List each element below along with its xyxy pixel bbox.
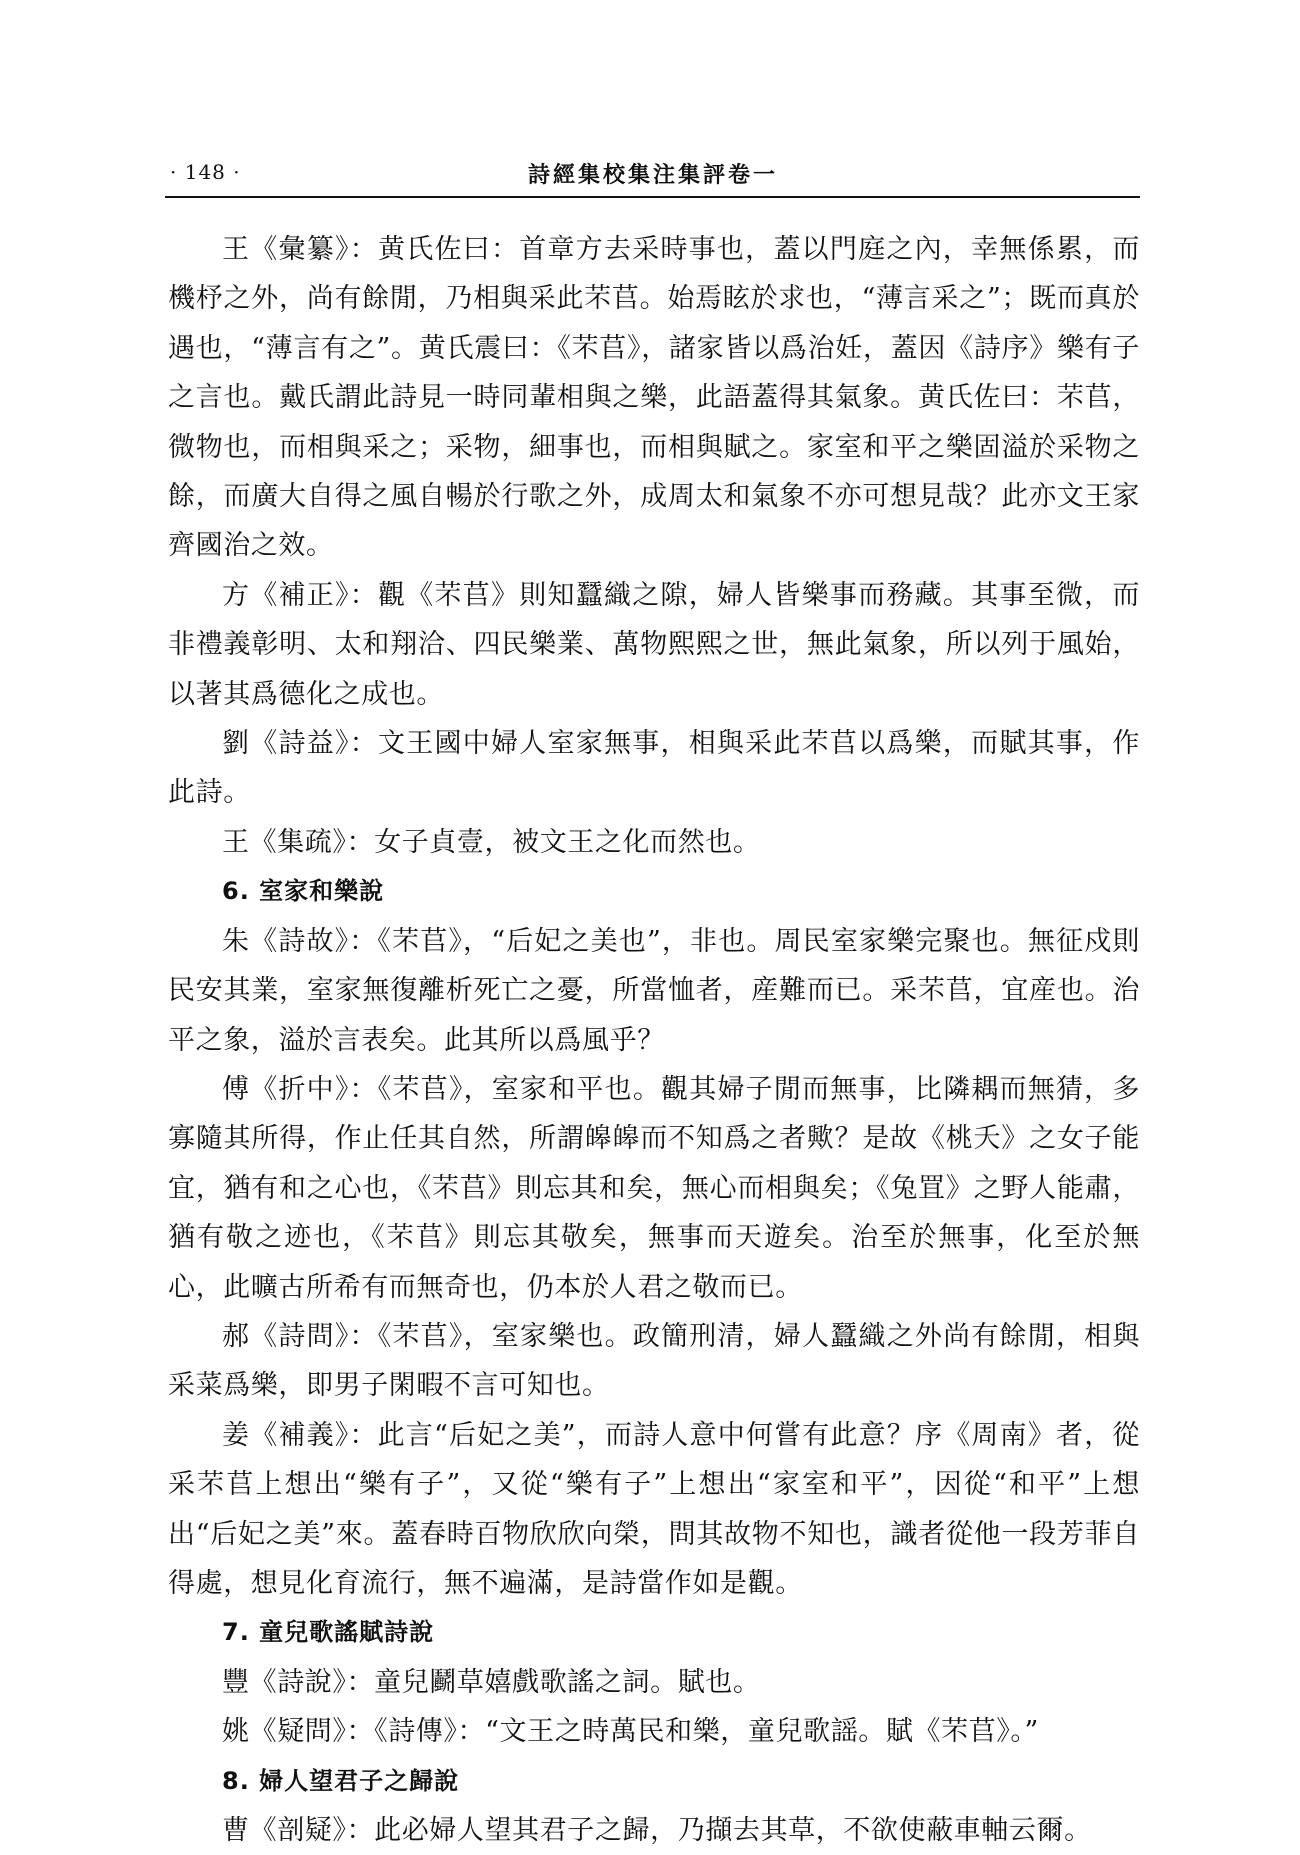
commentary-paragraph: 傅《折中》：《芣苢》，室家和平也。觀其婦子閒而無事，比隣耦而無猜，多寡隨其所得，作止任其自然，所謂皞皞而不知爲之者歟？是故《桃夭》之女子能宜，猶有和之心也，《芣苢》則忘其和矣，無心而相與矣；《兔罝》之野人能肅，猶有敬之迹也，《芣苢》則忘其敬矣，無事而天遊矣。治至於無事，化至於無心，此曠古所希有而無奇也，仍本於人君之敬而已。 [168,1073,1140,1303]
section-heading: 8. 婦人望君子之歸說 [222,1766,460,1795]
commentary-paragraph: 姜《補義》：此言“后妃之美”，而詩人意中何嘗有此意？序《周南》者，從采芣苢上想出“樂有子”，又從“樂有子”上想出“家室和平”，因從“和平”上想出“后妃之美”來。蓋春時百物欣欣向榮，問其故物不知也，識者從他一段芳菲自得處，想見化育流行，無不遍滿，是詩當作如是觀。 [168,1419,1140,1599]
section-heading: 6. 室家和樂說 [222,877,385,906]
section-heading: 7. 童兒歌謠賦詩說 [222,1618,435,1647]
commentary-paragraph: 郝《詩問》：《芣苢》，室家樂也。政簡刑清，婦人蠶織之外尚有餘閒，相與采菜爲樂，即男子閑暇不言可知也。 [168,1320,1140,1402]
commentary-paragraph: 方《補正》：觀《芣苢》則知蠶織之隙，婦人皆樂事而務藏。其事至微，而非禮義彰明、太和翔洽、四民樂業、萬物熙熙之世，無此氣象，所以列于風始，以著其爲德化之成也。 [168,579,1140,710]
commentary-paragraph: 曹《剖疑》：此必婦人望其君子之歸，乃擷去其草，不欲使蔽車軸云爾。 [222,1815,1092,1846]
commentary-paragraph: 王《彙纂》：黄氏佐曰：首章方去采時事也，蓋以門庭之內，幸無係累，而機杼之外，尚有餘閒，乃相與采此芣苢。始焉眩於求也，“薄言采之”；既而真於遇也，“薄言有之”。黄氏震曰：《芣苢》，諸家皆以爲治妊，蓋因《詩序》樂有子之言也。戴氏謂此詩見一時同輩相與之樂，此語蓋得其氣象。黄氏佐曰：芣苢，微物也，而相與采之；采物，細事也，而相與賦之。家室和平之樂固溢於采物之餘，而廣大自得之風自暢於行歌之外，成周太和氣象不亦可想見哉？此亦文王家齊國治之效。 [168,234,1140,562]
running-title: 詩經集校集注集評卷一 [527,162,778,188]
page-header [170,158,1136,192]
commentary-paragraph: 朱《詩故》：《芣苢》，“后妃之美也”，非也。周民室家樂完聚也。無征戍則民安其業，室家無復離析死亡之憂，所當恤者，産難而已。采芣苢，宜産也。治平之象，溢於言表矣。此其所以爲風乎？ [168,925,1140,1056]
commentary-paragraph: 姚《疑問》：《詩傳》：“文王之時萬民和樂，童兒歌謡。賦《芣苢》。” [222,1716,1039,1748]
page-number: · 148 · [170,160,241,184]
page-body [168,225,1140,1855]
commentary-paragraph: 劉《詩益》：文王國中婦人室家無事，相與采此芣苢以爲樂，而賦其事，作此詩。 [168,728,1140,809]
header-rule [165,196,1140,198]
commentary-paragraph: 王《集疏》：女子貞壹，被文王之化而然也。 [222,826,761,858]
commentary-paragraph: 豐《詩說》：童兒鬬草嬉戲歌謠之詞。賦也。 [222,1666,761,1698]
